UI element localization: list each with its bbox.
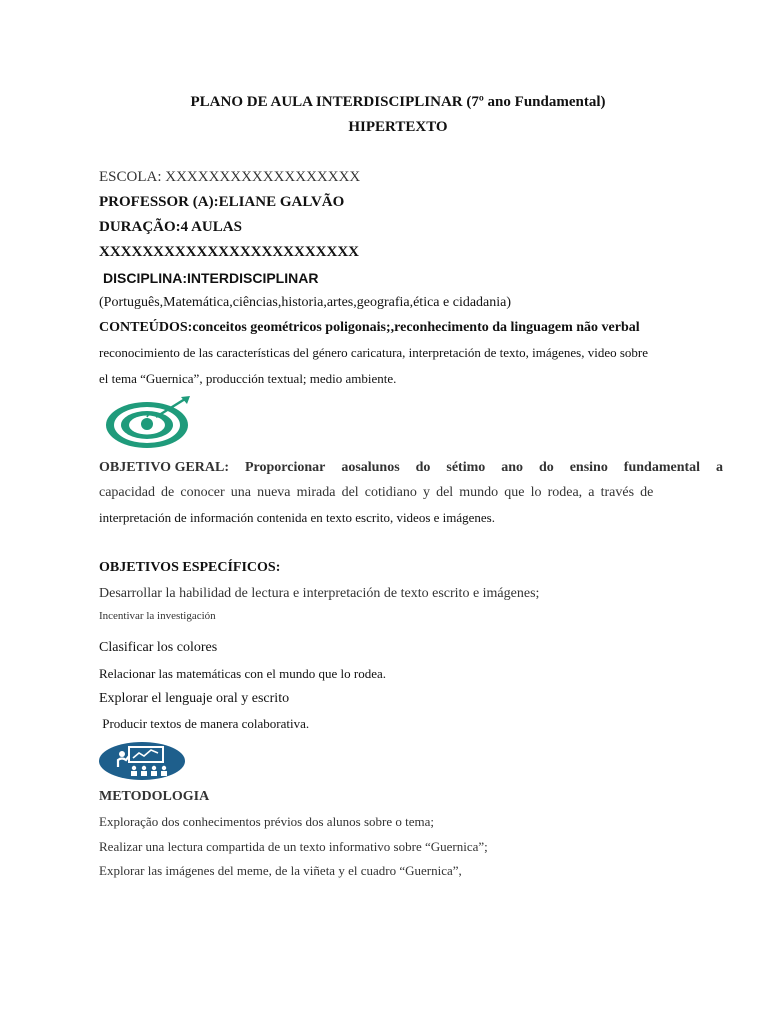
general-objective-word: fundamental [623, 460, 701, 475]
general-objective-word: ensino [569, 460, 608, 475]
methodology-heading: METODOLOGIA [99, 789, 210, 804]
general-objective-word: Proporcionar [244, 460, 326, 475]
specific-objective-item: Desarrollar la habilidad de lectura e interpretación de texto escrito e imágenes; [99, 586, 540, 601]
general-objective-word: sétimo [446, 460, 486, 475]
discipline-line: DISCIPLINA:INTERDISCIPLINAR [103, 270, 319, 286]
general-objective-word: aosalunos [341, 460, 400, 475]
general-objective-word: ano [501, 460, 524, 475]
general-objective-word: a [715, 460, 723, 475]
contents-line-2: reconocimiento de las características del género caricatura, interpretación de texto, imágenes, video sobre [99, 345, 648, 360]
duration-line: DURAÇÃO:4 AULAS [99, 219, 242, 235]
general-objective-label: OBJETIVO GERAL: [99, 460, 230, 475]
document-title: PLANO DE AULA INTERDISCIPLINAR (7º ano Fundamental) [190, 94, 606, 110]
methodology-item: Exploração dos conhecimentos prévios dos alunos sobre o tema; [99, 814, 435, 829]
presentation-icon [98, 741, 186, 781]
specific-objective-item: Explorar el lenguaje oral y escrito [99, 691, 290, 706]
discipline-list: (Português,Matemática,ciências,historia,artes,geografia,ética e cidadania) [99, 295, 512, 310]
target-icon [101, 395, 195, 451]
specific-objective-item: Incentivar la investigación [99, 610, 216, 622]
document-subtitle: HIPERTEXTO [348, 119, 448, 135]
general-objective-line-1 [99, 461, 723, 475]
specific-objective-item: Producir textos de manera colaborativa. [99, 716, 310, 731]
specific-objective-item: Clasificar los colores [99, 640, 218, 655]
contents-line [99, 321, 640, 335]
teacher-line: PROFESSOR (A):ELIANE GALVÃO [99, 194, 345, 210]
school-line: ESCOLA: XXXXXXXXXXXXXXXXXX [99, 169, 361, 185]
general-objective-word: do [538, 460, 554, 475]
methodology-item: Realizar una lectura compartida de un texto informativo sobre “Guernica”; [99, 839, 488, 854]
general-objective-word: do [415, 460, 431, 475]
methodology-item: Explorar las imágenes del meme, de la viñeta y el cuadro “Guernica”, [99, 863, 462, 878]
general-objective-line-3: interpretación de información contenida en texto escrito, videos e imágenes. [99, 510, 495, 525]
general-objective-line-2: capacidad de conocer una nueva mirada del cotidiano y del mundo que lo rodea, a través de [99, 485, 654, 500]
specific-objectives-heading: OBJETIVOS ESPECÍFICOS: [99, 560, 281, 575]
contents-text: CONTEÚDOS:conceitos geométricos poligonais;,reconhecimento da linguagem não verbal [99, 320, 640, 335]
placeholder-line: XXXXXXXXXXXXXXXXXXXXXXXX [99, 244, 359, 260]
contents-line-3: el tema “Guernica”, producción textual; medio ambiente. [99, 371, 397, 386]
specific-objective-item: Relacionar las matemáticas con el mundo que lo rodea. [99, 666, 386, 681]
